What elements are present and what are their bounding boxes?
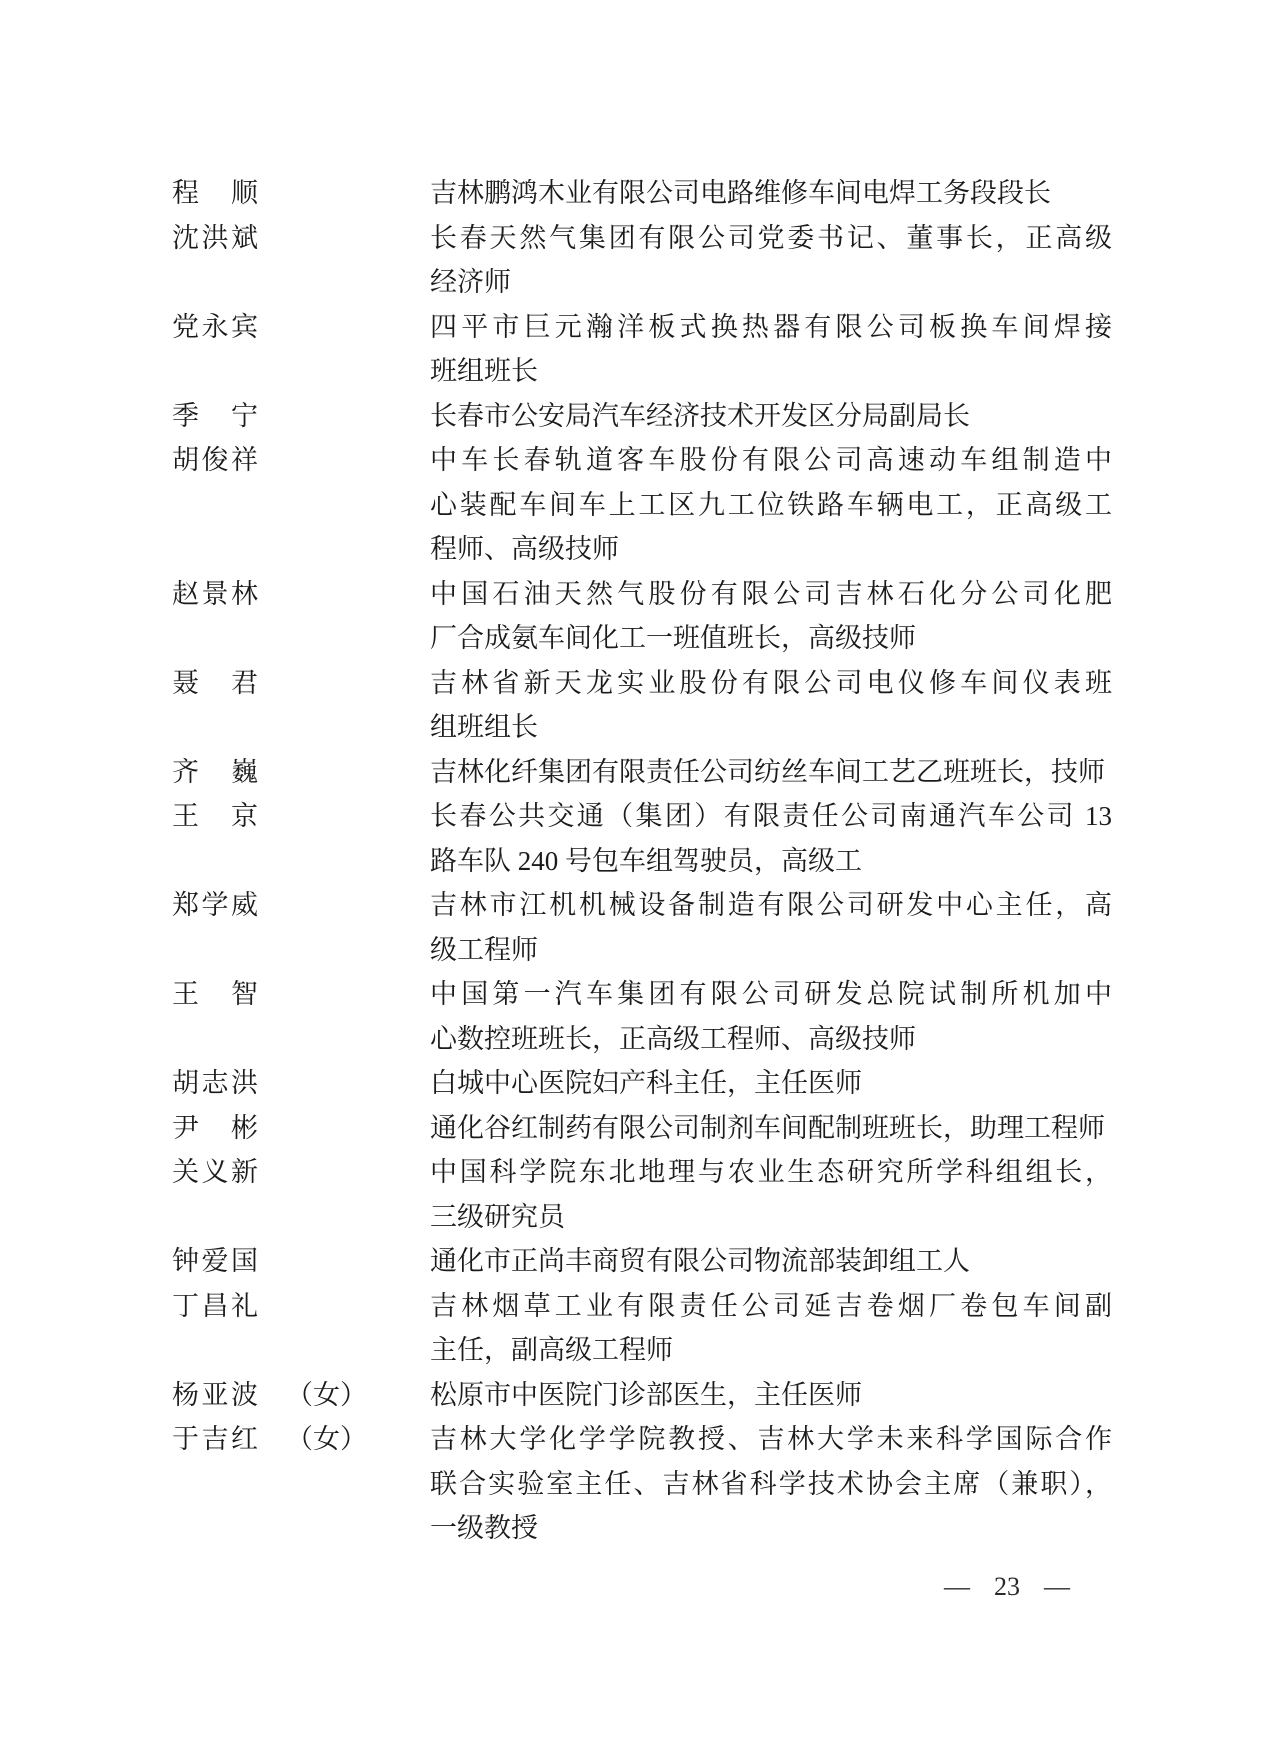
entry-row bbox=[0, 1417, 1280, 1551]
entry-list bbox=[0, 171, 1280, 1551]
entry-row bbox=[0, 1061, 1280, 1106]
job-description bbox=[430, 572, 1112, 661]
person-name: 胡俊祥 bbox=[172, 445, 258, 475]
gender-label: （女） bbox=[286, 1379, 367, 1410]
job-description bbox=[430, 305, 1112, 394]
person-name: 王智 bbox=[172, 979, 258, 1009]
entry-row bbox=[0, 794, 1280, 883]
description-line: 路车队 240 号包车组驾驶员，高级工 bbox=[430, 845, 862, 876]
page-footer bbox=[944, 1572, 1070, 1602]
description-line: 吉林鹏鸿木业有限公司电路维修车间电焊工务段段长 bbox=[430, 178, 1051, 208]
entry-row bbox=[0, 394, 1280, 439]
entry-row bbox=[0, 305, 1280, 394]
description-line: 级工程师 bbox=[430, 934, 538, 965]
person-name: 郑学威 bbox=[172, 890, 258, 920]
description-line: 中国石油天然气股份有限公司吉林石化分公司化肥 bbox=[430, 578, 1112, 609]
job-description bbox=[430, 438, 1112, 572]
dash-icon: — bbox=[1044, 1572, 1070, 1601]
gender-label: （女） bbox=[286, 1424, 367, 1454]
description-line: 中国科学院东北地理与农业生态研究所学科组组长， bbox=[430, 1157, 1112, 1187]
description-line: 长春公共交通（集团）有限责任公司南通汽车公司 13 bbox=[430, 801, 1112, 831]
person-name: 于吉红 bbox=[172, 1424, 258, 1454]
description-line: 中国第一汽车集团有限公司研发总院试制所机加中 bbox=[430, 979, 1112, 1009]
description-line: 吉林省新天龙实业股份有限公司电仪修车间仪表班 bbox=[430, 667, 1112, 698]
entry-row bbox=[0, 216, 1280, 305]
entry-row bbox=[0, 1150, 1280, 1239]
person-name: 齐巍 bbox=[172, 756, 258, 787]
description-line: 四平市巨元瀚洋板式换热器有限公司板换车间焊接 bbox=[430, 311, 1112, 342]
description-line: 厂合成氨车间化工一班值班长，高级技师 bbox=[430, 623, 916, 653]
entry-row bbox=[0, 883, 1280, 972]
person-name: 党永宾 bbox=[172, 311, 258, 342]
person-name: 聂君 bbox=[172, 667, 258, 698]
job-description bbox=[430, 1373, 1112, 1418]
job-description bbox=[430, 972, 1112, 1061]
entry-row bbox=[0, 572, 1280, 661]
description-line: 吉林大学化学学院教授、吉林大学未来科学国际合作 bbox=[430, 1424, 1112, 1454]
entry-row bbox=[0, 972, 1280, 1061]
person-name: 尹彬 bbox=[172, 1112, 258, 1143]
description-line: 吉林市江机机械设备制造有限公司研发中心主任，高 bbox=[430, 890, 1112, 920]
person-name: 钟爱国 bbox=[172, 1246, 258, 1276]
job-description bbox=[430, 750, 1112, 795]
job-description bbox=[430, 1284, 1112, 1373]
description-line: 程师、高级技师 bbox=[430, 534, 619, 564]
job-description bbox=[430, 661, 1112, 750]
entry-row bbox=[0, 1239, 1280, 1284]
description-line: 三级研究员 bbox=[430, 1201, 565, 1232]
person-name: 王京 bbox=[172, 801, 258, 831]
job-description bbox=[430, 794, 1112, 883]
description-line: 吉林化纤集团有限责任公司纺丝车间工艺乙班班长，技师 bbox=[430, 756, 1105, 787]
description-line: 经济师 bbox=[430, 267, 511, 297]
description-line: 通化市正尚丰商贸有限公司物流部装卸组工人 bbox=[430, 1246, 970, 1276]
dash-icon: — bbox=[944, 1572, 970, 1601]
description-line: 主任，副高级工程师 bbox=[430, 1335, 673, 1365]
person-name: 赵景林 bbox=[172, 578, 258, 609]
description-line: 白城中心医院妇产科主任，主任医师 bbox=[430, 1068, 862, 1098]
person-name: 季宁 bbox=[172, 400, 258, 431]
person-name: 沈洪斌 bbox=[172, 222, 258, 253]
entry-row bbox=[0, 1284, 1280, 1373]
job-description bbox=[430, 1061, 1112, 1106]
job-description bbox=[430, 1239, 1112, 1284]
description-line: 心数控班班长，正高级工程师、高级技师 bbox=[430, 1023, 916, 1054]
description-line: 班组班长 bbox=[430, 356, 538, 386]
description-line: 长春天然气集团有限公司党委书记、董事长，正高级 bbox=[430, 222, 1112, 253]
entry-row bbox=[0, 750, 1280, 795]
entry-row bbox=[0, 661, 1280, 750]
entry-row bbox=[0, 438, 1280, 572]
job-description bbox=[430, 394, 1112, 439]
entry-row bbox=[0, 171, 1280, 216]
entry-row bbox=[0, 1373, 1280, 1418]
person-name: 关义新 bbox=[172, 1157, 258, 1187]
job-description bbox=[430, 1150, 1112, 1239]
person-name: 胡志洪 bbox=[172, 1068, 258, 1098]
job-description bbox=[430, 171, 1112, 216]
description-line: 联合实验室主任、吉林省科学技术协会主席（兼职）， bbox=[430, 1468, 1112, 1499]
entry-row bbox=[0, 1106, 1280, 1151]
description-line: 组班组长 bbox=[430, 712, 538, 742]
description-line: 心装配车间车上工区九工位铁路车辆电工，正高级工 bbox=[430, 489, 1112, 520]
person-name: 程顺 bbox=[172, 178, 258, 208]
job-description bbox=[430, 216, 1112, 305]
job-description bbox=[430, 1417, 1112, 1551]
person-name: 杨亚波 bbox=[172, 1379, 258, 1410]
page-number: 23 bbox=[994, 1572, 1020, 1601]
description-line: 松原市中医院门诊部医生，主任医师 bbox=[430, 1379, 862, 1410]
description-line: 中车长春轨道客车股份有限公司高速动车组制造中 bbox=[430, 445, 1112, 475]
job-description bbox=[430, 1106, 1112, 1151]
description-line: 一级教授 bbox=[430, 1513, 538, 1543]
description-line: 通化谷红制药有限公司制剂车间配制班班长，助理工程师 bbox=[430, 1112, 1105, 1143]
description-line: 长春市公安局汽车经济技术开发区分局副局长 bbox=[430, 400, 970, 431]
person-name: 丁昌礼 bbox=[172, 1290, 258, 1321]
description-line: 吉林烟草工业有限责任公司延吉卷烟厂卷包车间副 bbox=[430, 1290, 1112, 1321]
job-description bbox=[430, 883, 1112, 972]
